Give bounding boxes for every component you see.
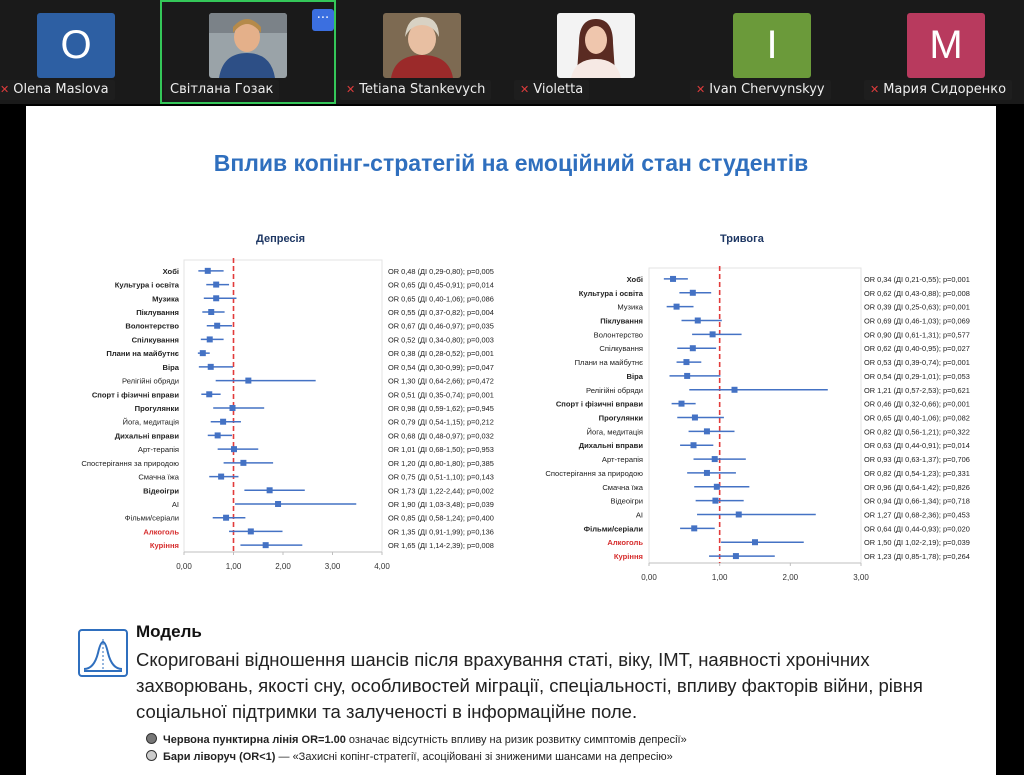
participant-name: Світлана Гозак (170, 82, 274, 97)
or-point (275, 501, 281, 507)
row-value: OR 0,64 (ДІ 0,44-0,93); p=0,020 (864, 524, 970, 534)
model-heading: Модель (136, 622, 202, 641)
row-label: AI (171, 500, 179, 509)
row-value: OR 0,85 (ДІ 0,58-1,24); p=0,400 (388, 513, 494, 523)
row-label: Хобі (626, 274, 643, 284)
or-point (670, 276, 676, 282)
muted-mic-icon: ✕ (520, 83, 530, 96)
x-tick-label: 1,00 (225, 562, 242, 571)
participant-name: Violetta (533, 82, 584, 97)
participant-label (514, 80, 589, 100)
or-point (691, 442, 697, 448)
row-value: OR 0,65 (ДІ 0,45-0,91); p=0,014 (388, 280, 494, 290)
row-label: Релігійні обряди (585, 385, 643, 395)
row-value: OR 0,75 (ДІ 0,51-1,10); p=0,143 (388, 472, 494, 482)
row-label: Віра (162, 362, 179, 372)
row-label: Смачна їжа (138, 472, 179, 482)
row-label: Релігійні обряди (121, 376, 179, 386)
chart-title-depression: Депресія (256, 233, 306, 245)
or-point (263, 542, 269, 548)
row-value: OR 0,39 (ДІ 0,25-0,63); p=0,001 (864, 302, 970, 312)
x-tick-label: 3,00 (324, 562, 341, 571)
or-point (690, 345, 696, 351)
row-value: OR 0,52 (ДІ 0,34-0,80); p=0,003 (388, 335, 494, 345)
bullet-bold: Бари ліворуч (OR<1) (163, 751, 276, 763)
or-point (208, 309, 214, 315)
bullet-dot-icon (146, 733, 157, 744)
participant-name: Tetiana Stankevych (359, 82, 486, 97)
row-label: Піклування (600, 316, 643, 326)
or-point (218, 474, 224, 480)
row-value: OR 1,30 (ДІ 0,64-2,66); p=0,472 (388, 376, 494, 386)
row-value: OR 0,54 (ДІ 0,30-0,99); p=0,047 (388, 362, 494, 372)
plot-area (184, 260, 382, 552)
or-point (208, 364, 214, 370)
participant-tile-active-speaker[interactable] (160, 0, 336, 104)
participant-name: Olena Maslova (13, 82, 109, 97)
or-point (691, 525, 697, 531)
row-label: Культура і освіта (114, 280, 179, 290)
muted-mic-icon: ✕ (696, 83, 706, 96)
participant-label (690, 80, 831, 100)
or-point (231, 446, 237, 452)
or-point (267, 487, 273, 493)
participant-label (340, 80, 491, 100)
or-point (704, 428, 710, 434)
or-point (710, 331, 716, 337)
row-label: Смачна їжа (602, 482, 643, 492)
row-label: Фільми/серіали (124, 513, 179, 523)
row-value: OR 0,65 (ДІ 0,40-1,06); p=0,086 (388, 294, 494, 304)
row-label: Музика (152, 294, 179, 304)
row-value: OR 0,51 (ДІ 0,35-0,74); p=0,001 (388, 390, 494, 400)
x-tick-label: 2,00 (275, 562, 291, 571)
participant-tile[interactable] (860, 0, 1024, 104)
or-point (679, 401, 685, 407)
or-point (207, 336, 213, 342)
avatar (383, 13, 461, 78)
row-label: Дихальні вправи (114, 431, 179, 441)
participant-strip (0, 0, 1024, 104)
row-value: OR 1,50 (ДІ 1,02-2,19); p=0,039 (864, 538, 970, 548)
row-label: Хобі (162, 266, 179, 276)
row-label: Йога, медитація (122, 417, 179, 427)
row-label: Алкоголь (143, 527, 179, 537)
row-value: OR 0,54 (ДІ 0,29-1,01); p=0,053 (864, 371, 970, 381)
chart-title-anxiety: Тривога (720, 233, 764, 245)
muted-mic-icon: ✕ (0, 83, 10, 96)
or-point (692, 415, 698, 421)
legend-bullet (146, 750, 673, 763)
row-value: OR 0,82 (ДІ 0,54-1,23); p=0,331 (864, 468, 970, 478)
or-point (704, 470, 710, 476)
row-value: OR 1,73 (ДІ 1,22-2,44); p=0,002 (388, 486, 494, 496)
row-label: Волонтерство (125, 321, 179, 331)
x-tick-label: 4,00 (374, 562, 390, 571)
or-point (752, 539, 758, 545)
row-value: OR 0,82 (ДІ 0,56-1,21); p=0,322 (864, 427, 970, 437)
row-label: Прогулянки (598, 413, 643, 423)
row-label: Спілкування (599, 344, 643, 354)
or-point (732, 387, 738, 393)
or-point (733, 553, 739, 559)
row-label: Прогулянки (134, 404, 179, 413)
or-point (220, 419, 226, 425)
row-label: Фільми/серіали (583, 524, 643, 534)
or-point (205, 268, 211, 274)
row-label: Піклування (136, 308, 179, 317)
x-tick-label: 0,00 (641, 573, 657, 582)
row-value: OR 0,46 (ДІ 0,32-0,66); p=0,001 (864, 399, 970, 409)
avatar: O (37, 13, 115, 78)
muted-mic-icon: ✕ (346, 83, 356, 96)
row-value: OR 0,98 (ДІ 0,59-1,62); p=0,945 (388, 404, 494, 413)
row-label: Музика (617, 302, 643, 312)
model-description: Скориговані відношення шансів після врахування статі, віку, ІМТ, наявності хронічних захворювань, якості сну, особливостей міграції, спеціальності, впливу факторів війни, рівня соціальної підтримки та залученості в інформаційне поле. (136, 649, 923, 722)
or-point (736, 512, 742, 518)
row-value: OR 0,94 (ДІ 0,66-1,34); p=0,718 (864, 496, 970, 506)
or-point (712, 456, 718, 462)
avatar (209, 13, 287, 78)
row-value: OR 0,48 (ДІ 0,29-0,80); p=0,005 (388, 266, 494, 276)
participant-label (864, 80, 1012, 100)
x-tick-label: 1,00 (711, 573, 728, 582)
row-value: OR 0,62 (ДІ 0,40-0,95); p=0,027 (864, 344, 970, 354)
bullet-text: означає відсутність впливу на ризик розвитку симптомів депресії» (345, 734, 687, 746)
or-point (215, 432, 221, 438)
or-point (690, 290, 696, 296)
row-label: Куріння (613, 552, 643, 562)
or-point (214, 323, 220, 329)
or-point (684, 373, 690, 379)
row-value: OR 0,79 (ДІ 0,54-1,15); p=0,212 (388, 417, 494, 427)
participant-name: Ivan Chervynskyy (709, 82, 825, 97)
row-label: Плани на майбутнє (106, 349, 179, 359)
bullet-dot-icon (146, 750, 157, 761)
row-value: OR 0,62 (ДІ 0,43-0,88); p=0,008 (864, 288, 970, 298)
avatar: M (907, 13, 985, 78)
or-point (714, 484, 720, 490)
participant-label (0, 80, 115, 100)
row-value: OR 1,23 (ДІ 0,85-1,78); p=0,264 (864, 552, 970, 562)
row-label: Відеоігри (143, 486, 179, 496)
or-point (674, 304, 680, 310)
row-label: Спостерігання за природою (81, 458, 179, 468)
x-tick-label: 0,00 (176, 562, 192, 571)
row-value: OR 1,90 (ДІ 1,03-3,48); p=0,039 (388, 500, 494, 509)
row-value: OR 1,27 (ДІ 0,68-2,36); p=0,453 (864, 510, 970, 520)
row-label: Спорт і фізичні вправи (555, 399, 643, 409)
row-value: OR 1,65 (ДІ 1,14-2,39); p=0,008 (388, 541, 494, 551)
or-point (712, 498, 718, 504)
or-point (223, 515, 229, 521)
bullet-bold: Червона пунктирна лінія OR=1.00 (163, 734, 346, 746)
muted-mic-icon: ✕ (870, 83, 880, 96)
row-label: Культура і освіта (578, 288, 643, 298)
or-point (230, 405, 236, 411)
row-label: Дихальні вправи (578, 441, 643, 451)
row-value: OR 0,34 (ДІ 0,21-0,55); p=0,001 (864, 274, 970, 284)
row-label: Плани на майбутнє (574, 358, 643, 368)
row-label: Спілкування (131, 335, 179, 345)
avatar (557, 13, 635, 78)
more-options-button[interactable]: ··· (312, 9, 334, 31)
or-point (206, 391, 212, 397)
model-icon (78, 629, 128, 677)
plot-area (649, 268, 861, 563)
row-label: Спостерігання за природою (545, 468, 643, 478)
row-value: OR 1,21 (ДІ 0,57-2,53); p=0,621 (864, 385, 970, 395)
row-value: OR 0,68 (ДІ 0,48-0,97); p=0,032 (388, 431, 494, 441)
participant-tile[interactable] (510, 0, 682, 104)
row-value: OR 0,55 (ДІ 0,37-0,82); p=0,004 (388, 308, 494, 317)
row-value: OR 0,90 (ДІ 0,61-1,31); p=0,577 (864, 330, 970, 340)
participant-label (164, 80, 279, 100)
row-value: OR 1,35 (ДІ 0,91-1,99); p=0,136 (388, 527, 494, 537)
row-label: Віра (626, 371, 643, 381)
slide-title: Вплив копінг-стратегій на емоційний стан студентів (213, 150, 809, 176)
or-point (695, 318, 701, 324)
row-label: AI (635, 510, 643, 520)
or-point (683, 359, 689, 365)
row-label: Спорт і фізичні вправи (91, 390, 179, 400)
row-label: Алкоголь (607, 538, 643, 548)
row-value: OR 0,93 (ДІ 0,63-1,37); p=0,706 (864, 455, 970, 465)
shared-slide (26, 106, 996, 775)
x-tick-label: 3,00 (853, 573, 869, 582)
row-label: Відеоігри (610, 496, 643, 506)
avatar: I (733, 13, 811, 78)
row-label: Йога, медитація (586, 427, 643, 437)
row-value: OR 0,53 (ДІ 0,39-0,74); p=0,001 (864, 358, 970, 368)
row-value: OR 0,65 (ДІ 0,40-1,06); p=0,082 (864, 413, 970, 423)
row-value: OR 0,38 (ДІ 0,28-0,52); p=0,001 (388, 349, 494, 359)
participant-tile[interactable] (686, 0, 858, 104)
row-value: OR 1,20 (ДІ 0,80-1,80); p=0,385 (388, 458, 494, 468)
or-point (213, 295, 219, 301)
or-point (213, 282, 219, 288)
or-point (200, 350, 206, 356)
or-point (248, 528, 254, 534)
row-label: Арт-терапія (137, 445, 179, 455)
bullet-text: — «Захисні копінг-стратегії, асоційовані зі зниженими шансами на депресію» (275, 751, 673, 763)
row-label: Волонтерство (593, 330, 643, 340)
row-value: OR 0,67 (ДІ 0,46-0,97); p=0,035 (388, 321, 494, 331)
participant-tile[interactable] (0, 0, 162, 104)
or-point (245, 378, 251, 384)
row-label: Арт-терапія (601, 455, 643, 465)
forest-plot-depression (26, 246, 516, 606)
row-value: OR 0,96 (ДІ 0,64-1,42); p=0,826 (864, 482, 970, 492)
row-value: OR 0,63 (ДІ 0,44-0,91); p=0,014 (864, 441, 970, 451)
row-value: OR 0,69 (ДІ 0,46-1,03); p=0,069 (864, 316, 970, 326)
or-point (240, 460, 246, 466)
row-value: OR 1,01 (ДІ 0,68-1,50); p=0,953 (388, 445, 494, 455)
x-tick-label: 2,00 (782, 573, 799, 582)
row-label: Куріння (149, 541, 179, 551)
participant-name: Мария Сидоренко (883, 82, 1007, 97)
participant-tile[interactable] (336, 0, 508, 104)
legend-bullet (146, 733, 687, 746)
forest-plot-anxiety (516, 246, 996, 606)
